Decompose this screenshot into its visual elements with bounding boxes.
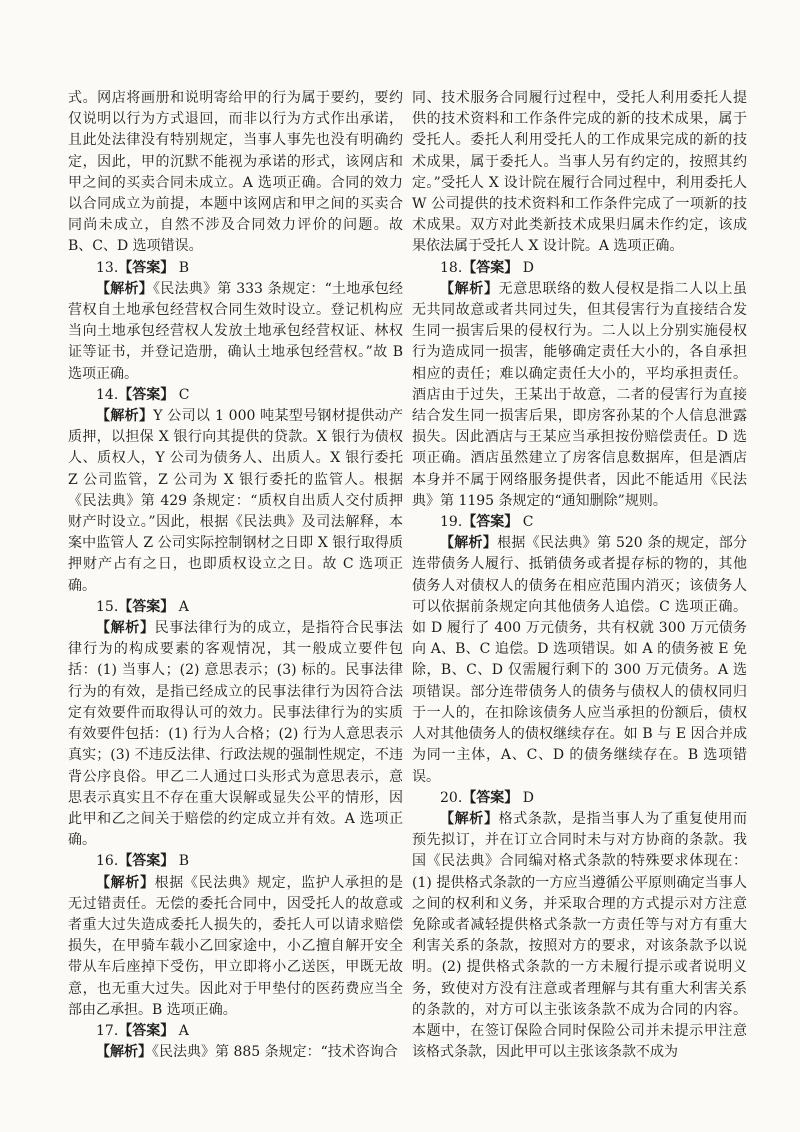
answer-line xyxy=(412,258,747,279)
question-number: 15. xyxy=(96,598,119,615)
answer-label: 【答案】 xyxy=(118,259,175,276)
right-column xyxy=(412,88,747,1063)
analysis-label: 【解析】 xyxy=(440,535,498,552)
analysis-label: 【解析】 xyxy=(96,874,155,891)
answer-label: 【答案】 xyxy=(118,1022,175,1039)
question-number: 16. xyxy=(96,853,119,870)
analysis-text: 《民法典》第 885 条规定：“技术咨询合 xyxy=(152,1044,398,1061)
analysis-text: 《民法典》第 333 条规定：“土地承包经营权自土地承包经营权合同生效时设立。登记机构应当向土地承包经营权人发放土地承包经营权证、林权证等证书，并登记造册，确认土地承包经营权。”故 B 选项正确。 xyxy=(68,280,404,382)
answer-line xyxy=(68,258,403,279)
answer-value: C xyxy=(178,386,190,403)
answer-value: B xyxy=(178,853,190,870)
analysis-text: 根据《民法典》规定，监护人承担的是无过错责任。无偿的委托合同中，因受托人的故意或者重大过失造成委托人损失的，委托人可以请求赔偿损失，在甲骑车载小乙回家途中，小乙擅自解开安全带从车后座掉下受伤，甲立即将小乙送医，甲既无故意，也无重大过失。因此对于甲垫付的医药费应当全部由乙承担。B 选项正确。 xyxy=(68,874,404,1018)
analysis-text: 根据《民法典》第 520 条的规定，部分连带债务人履行、抵销债务或者提存标的物的，其他债务人对债权人的债务在相应范围内消灭；该债务人可以依据前条规定向其他债务人追偿。C 选项正确。如 D 履行了 400 万元债务，共有权就 300 万元债务向 A、B、C 追偿。D 选项错误。如 A 的债务被 E 免除，B、C、D 仅需履行剩下的 300 万元债务。A 选项错误。部分连带债务人的债务与债权人的债权同归于一人的，在扣除该债务人应当承担的份额后，债权人对其他债务人的债权继续存在。如 B 与 E 因合并成为同一主体，A、C、D 的债务继续存在。B 选项错误。 xyxy=(412,535,747,785)
analysis-text: 无意思联络的数人侵权是指二人以上虽无共同故意或者共同过失，但其侵害行为直接结合发生同一损害后果的侵权行为。二人以上分别实施侵权行为造成同一损害，能够确定责任大小的，各自承担相应的责任；难以确定责任大小的，平均承担责任。酒店由于过失，王某出于故意，二者的侵害行为直接结合发生同一损害后果，即房客孙某的个人信息泄露损失。因此酒店与王某应当承担按份赔偿责任。D 选项正确。酒店虽然建立了房客信息数据库，但是酒店本身并不属于网络服务提供者，因此不能适用《民法典》第 1195 条规定的“通知删除”规则。 xyxy=(412,280,748,509)
analysis-paragraph xyxy=(412,533,747,787)
answer-value: D xyxy=(522,259,534,276)
paragraph: 同、技术服务合同履行过程中，受托人利用委托人提供的技术资料和工作条件完成的新的技术成果，属于受托人。委托人利用受托人的工作成果完成的新的技术成果，属于委托人。当事人另有约定的，按照其约定。”受托人 X 设计院在履行合同过程中，利用委托人 W 公司提供的技术资料和工作条件完成了一项新的技术成果。双方对此类新技术成果归属未作约定，该成果依法属于受托人 X 设计院。A 选项正确。 xyxy=(412,90,747,255)
answer-label: 【答案】 xyxy=(462,259,519,276)
analysis-text: 格式条款，是指当事人为了重复使用而预先拟订，并在订立合同时未与对方协商的条款。我国《民法典》合同编对格式条款的特殊要求体现在：(1) 提供格式条款的一方应当遵循公平原则确定当事人之间的权利和义务，并采取合理的方式提示对方注意免除或者减轻提供格式条款一方责任等与对方有重大利害关系的条款，按照对方的要求，对该条款予以说明。(2) 提供格式条款的一方未履行提示或者说明义务，致使对方没有注意或者理解与其有重大利害关系的条款的，对方可以主张该条款不成为合同的内容。本题中，在签订保险合同时保险公司并未提示甲注意该格式条款，因此甲可以主张该条款不成为 xyxy=(412,810,748,1061)
answer-line xyxy=(68,385,403,406)
analysis-label: 【解析】 xyxy=(96,1044,152,1061)
answer-label: 【答案】 xyxy=(118,598,175,615)
analysis-paragraph xyxy=(68,618,403,851)
left-column xyxy=(68,88,403,1063)
analysis-text: Y 公司以 1 000 吨某型号钢材提供动产质押，以担保 X 银行向其提供的贷款。X 银行为债权人、质权人，Y 公司为债务人、出质人。X 银行委托 Z 公司监管，Z 公司为 X 银行委托的监管人。根据《民法典》第 429 条规定：“质权自出质人交付质押财产时设立。”因此，根据《民法典》及司法解释，本案中监管人 Z 公司实际控制钢材之日即 X 银行取得质押财产占有之日，也即质权设立之日。故 C 选项正确。 xyxy=(68,408,403,594)
analysis-label: 【解析】 xyxy=(440,280,499,297)
analysis-label: 【解析】 xyxy=(96,408,154,425)
answer-value: B xyxy=(178,259,190,276)
analysis-paragraph xyxy=(68,279,403,385)
answer-line xyxy=(68,597,403,618)
answer-value: A xyxy=(178,1022,189,1039)
question-number: 20. xyxy=(440,789,463,806)
answer-line xyxy=(412,512,747,533)
answer-label: 【答案】 xyxy=(462,514,519,531)
answer-value: D xyxy=(522,789,534,806)
analysis-paragraph xyxy=(68,873,403,1021)
analysis-text: 民事法律行为的成立，是指符合民事法律行为的构成要素的客观情况，其一般成立要件包括：(1) 当事人；(2) 意思表示；(3) 标的。民事法律行为的有效，是指已经成立的民事法律行为因符合法定有效要件而取得认可的效力。民事法律行为的实质有效要件包括：(1) 行为人合格；(2) 行为人意思表示真实；(3) 不违反法律、行政法规的强制性规定，不违背公序良俗。甲乙二人通过口头形式为意思表示，意思表示真实且不存在重大误解或显失公平的情形，因此甲和乙之间关于赔偿的约定成立并有效。A 选项正确。 xyxy=(68,620,404,849)
analysis-label: 【解析】 xyxy=(440,810,499,827)
question-number: 14. xyxy=(96,386,119,403)
answer-label: 【答案】 xyxy=(462,789,519,806)
answer-line xyxy=(68,1021,403,1042)
answer-label: 【答案】 xyxy=(118,853,175,870)
answer-label: 【答案】 xyxy=(118,386,175,403)
analysis-label: 【解析】 xyxy=(96,280,153,297)
analysis-paragraph xyxy=(412,809,747,1063)
answer-line xyxy=(412,788,747,809)
answer-value: A xyxy=(178,598,189,615)
answer-line xyxy=(68,851,403,872)
question-number: 19. xyxy=(440,514,463,531)
paragraph: 式。网店将画册和说明寄给甲的行为属于要约，要约仅说明以行为方式退回，而非以行为方式作出承诺，且此处法律没有特别规定，当事人事先也没有明确约定，因此，甲的沉默不能视为承诺的形式，该网店和甲之间的买卖合同未成立。A 选项正确。合同的效力以合同成立为前提，本题中该网店和甲之间的买卖合同尚未成立，自然不涉及合同效力评价的问题。故 B、C、D 选项错误。 xyxy=(68,90,403,255)
analysis-paragraph xyxy=(412,279,747,512)
analysis-paragraph xyxy=(68,406,403,597)
analysis-label: 【解析】 xyxy=(96,620,155,637)
question-number: 13. xyxy=(96,259,119,276)
analysis-paragraph xyxy=(68,1042,403,1063)
question-number: 18. xyxy=(440,259,463,276)
answer-value: C xyxy=(522,514,534,531)
question-number: 17. xyxy=(96,1022,119,1039)
